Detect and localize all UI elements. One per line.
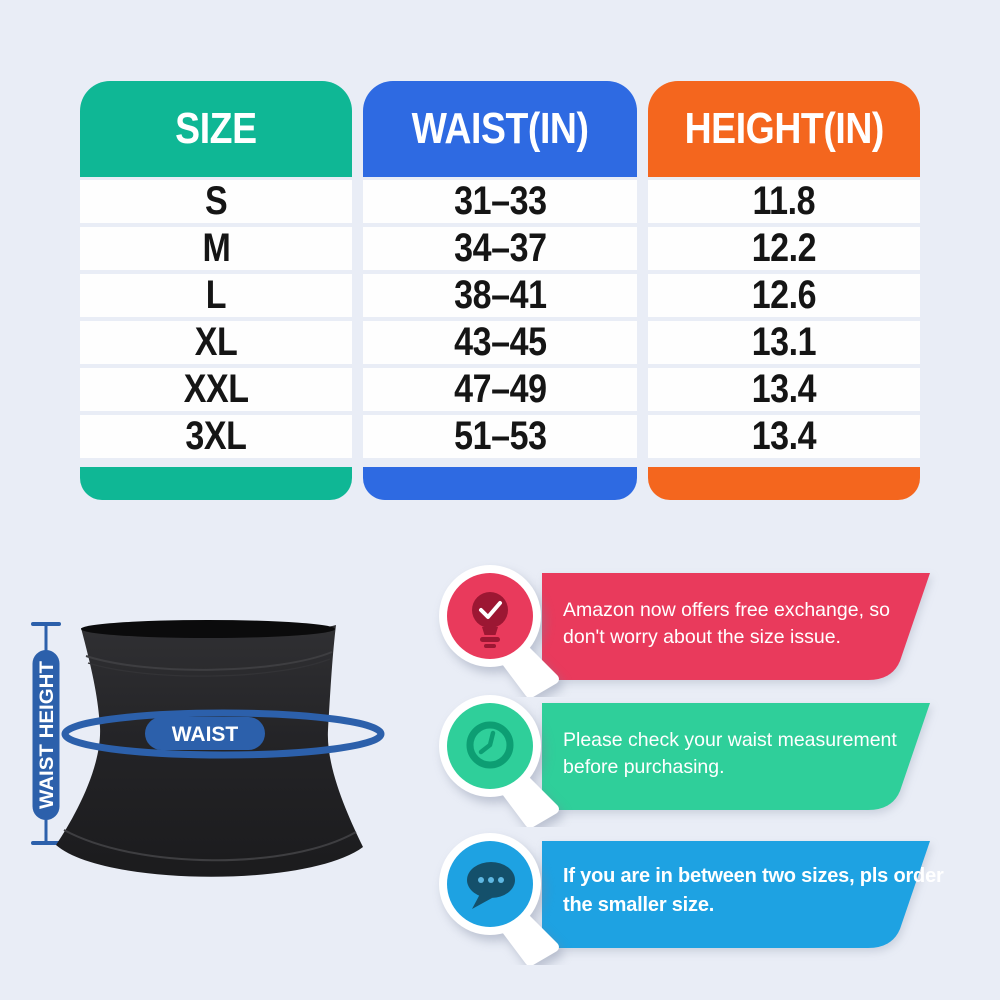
waist-column [363,81,637,500]
column-header-label: HEIGHT(IN) [684,104,884,153]
height-cell: 12.2 [648,227,920,270]
clock-icon [439,695,554,823]
waist-trainer-diagram [18,598,418,898]
waist-cell: 43–45 [363,321,637,364]
waist-cell: 47–49 [363,368,637,411]
callout-free-exchange-text: Amazon now offers free exchange, so don't worry about the size issue. [563,599,890,648]
waist-cell: 51–53 [363,415,637,458]
size-cell: S [80,180,352,223]
callout-check-measurement-text: Please check your waist measurement before purchasing. [563,729,897,778]
callout-between-sizes-text: If you are in between two sizes, pls order the smaller size. [563,865,944,916]
size-table [80,81,920,500]
chat-bubble-icon [439,833,554,961]
height-cell: 13.4 [648,415,920,458]
height-cell: 11.8 [648,180,920,223]
column-header-label: SIZE [175,104,257,153]
lightbulb-check-icon [439,565,554,693]
height-cell: 13.1 [648,321,920,364]
size-column-header [80,81,352,177]
size-column-footer-bar [80,467,352,500]
waist-height-label: WAIST HEIGHT [37,671,58,809]
size-cell: XL [80,321,352,364]
waist-cell: 31–33 [363,180,637,223]
waist-cell: 38–41 [363,274,637,317]
height-cell: 12.6 [648,274,920,317]
waist-cell: 34–37 [363,227,637,270]
size-cell: L [80,274,352,317]
height-cell: 13.4 [648,368,920,411]
size-cell: 3XL [80,415,352,458]
waist-column-footer-bar [363,467,637,500]
height-column [648,81,920,500]
size-cell: XXL [80,368,352,411]
size-column [80,81,352,500]
waist-label: WAIST [171,723,239,746]
height-column-header [648,81,920,177]
size-cell: M [80,227,352,270]
waist-column-header [363,81,637,177]
height-column-footer-bar [648,467,920,500]
column-header-label: WAIST(IN) [411,104,589,153]
